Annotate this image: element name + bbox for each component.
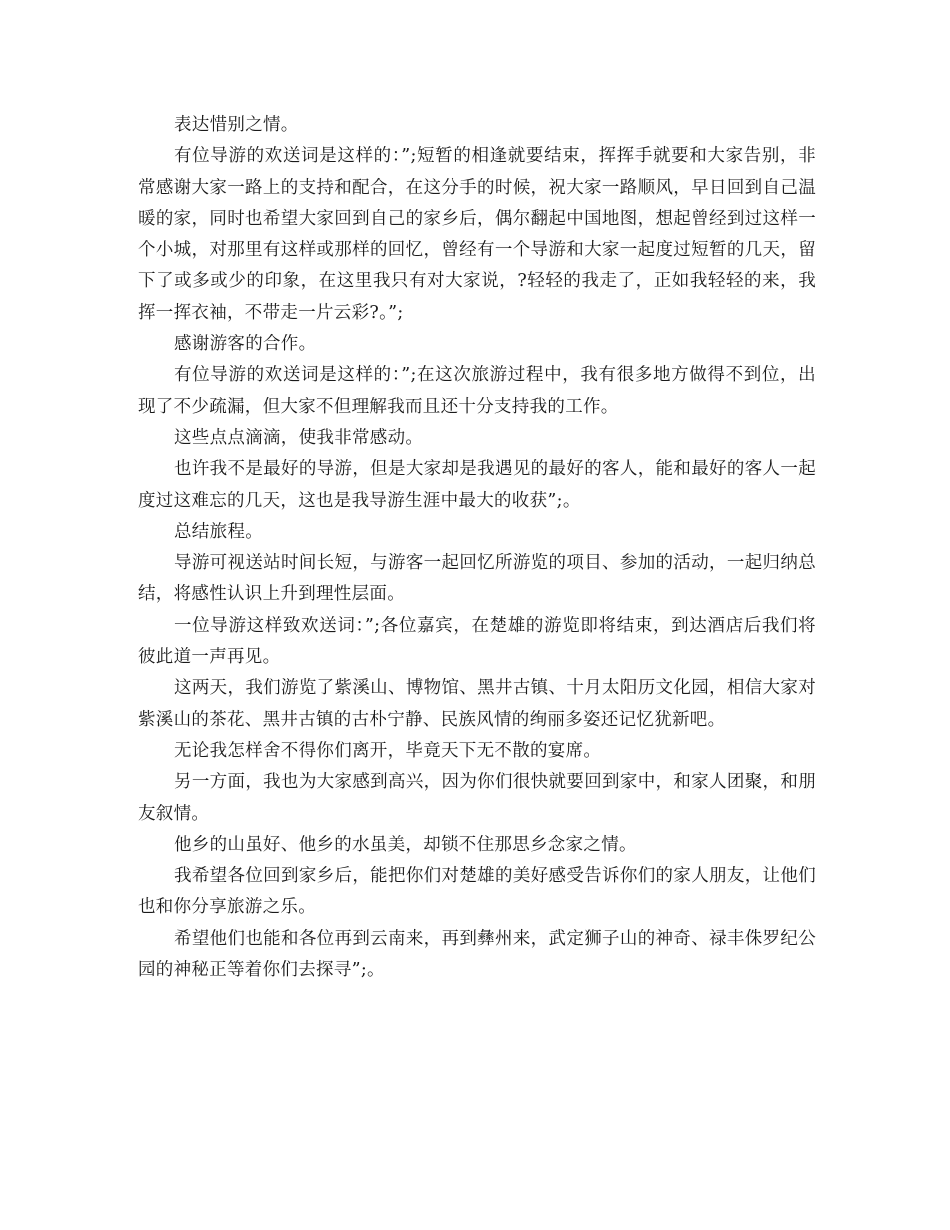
- paragraph: 无论我怎样舍不得你们离开，毕竟天下无不散的宴席。: [174, 740, 602, 761]
- paragraph: 也许我不是最好的导游，但是大家却是我遇见的最好的客人，能和最好的客人一起度过这难忘的几天，这也是我导游生涯中最大的收获”;。: [138, 459, 816, 511]
- paragraph: 有位导游的欢送词是这样的：”;在这次旅游过程中，我有很多地方做得不到位，出现了不少疏漏，但大家不但理解我而且还十分支持我的工作。: [138, 365, 816, 417]
- paragraph: 总结旅程。: [174, 521, 263, 542]
- paragraph: 这两天，我们游览了紫溪山、博物馆、黑井古镇、十月太阳历文化园，相信大家对紫溪山的茶花、黑井古镇的古朴宁静、民族风情的绚丽多姿还记忆犹新吧。: [138, 678, 816, 730]
- paragraph: 我希望各位回到家乡后，能把你们对楚雄的美好感受告诉你们的家人朋友，让他们也和你分享旅游之乐。: [138, 866, 816, 918]
- paragraph: 表达惜别之情。: [174, 115, 299, 135]
- paragraph: 一位导游这样致欢送词：”;各位嘉宾，在楚雄的游览即将结束，到达酒店后我们将彼此道一声再见。: [138, 615, 816, 668]
- paragraph: 另一方面，我也为大家感到高兴，因为你们很快就要回到家中，和家人团聚，和朋友叙情。: [138, 772, 816, 824]
- document-body: [138, 110, 816, 986]
- paragraph: 这些点点滴滴，使我非常感动。: [174, 427, 424, 448]
- paragraph: 希望他们也能和各位再到云南来，再到彝州来，武定狮子山的神奇、禄丰侏罗纪公园的神秘正等着你们去探寻”;。: [138, 928, 816, 981]
- paragraph: 感谢游客的合作。: [174, 334, 317, 355]
- paragraph: 他乡的山虽好、他乡的水虽美，却锁不住那思乡念家之情。: [174, 834, 637, 855]
- paragraph: 有位导游的欢送词是这样的：”;短暂的相逢就要结束，挥挥手就要和大家告别，非常感谢大家一路上的支持和配合，在这分手的时候，祝大家一路顺风，早日回到自己温暖的家，同时也希望大家回到自己的家乡后，偶尔翻起中国地图，想起曾经到过这样一个小城，对那里有这样或那样的回忆，曾经有一个导游和大家一起度过短暂的几天，留下了或多或少的印象，在这里我只有对大家说，?轻轻的我走了，正如我轻轻的来，我挥一挥衣袖，不带走一片云彩?。”;: [138, 146, 816, 323]
- paragraph: 导游可视送站时间长短，与游客一起回忆所游览的项目、参加的活动，一起归纳总结，将感性认识上升到理性层面。: [138, 553, 816, 605]
